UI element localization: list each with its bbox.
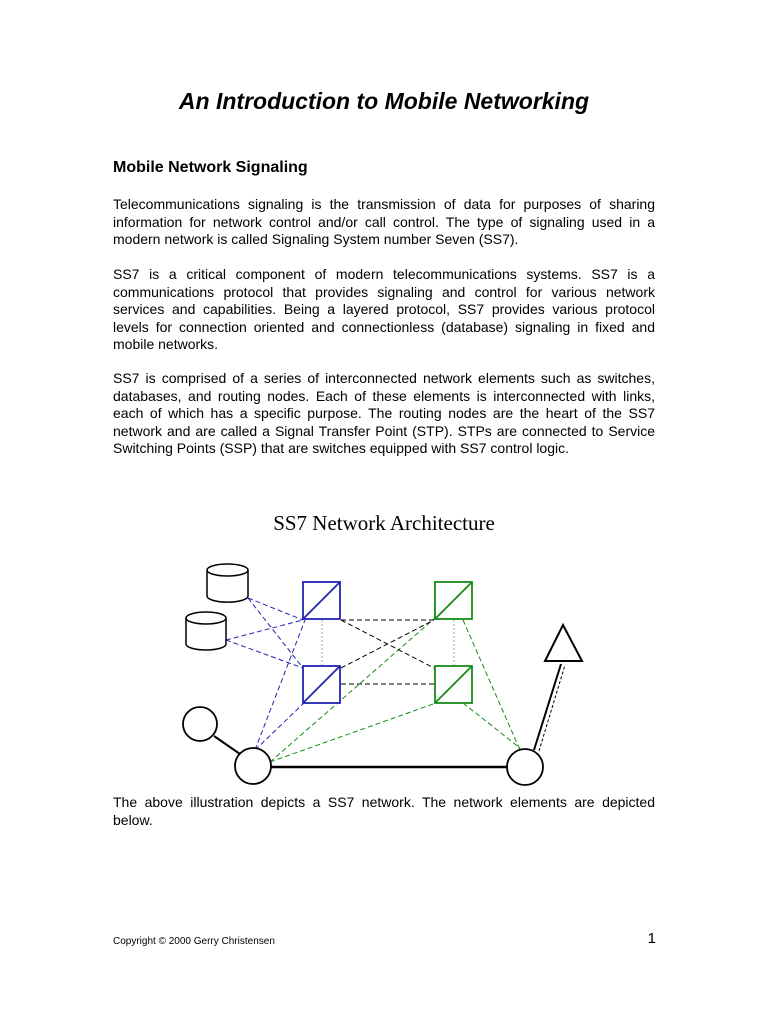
database-icon [186, 612, 226, 650]
document-title: An Introduction to Mobile Networking [178, 88, 590, 114]
link-ssp-left-stp-right-top [270, 618, 435, 762]
link-db2-stp-bottom [226, 640, 303, 668]
endpoint-circle-icon [183, 707, 217, 741]
paragraph-ss7-elements: SS7 is comprised of a series of interconnected network elements such as switches, databases, and routing nodes. Each of these elements is interconnected with links, each of which has a specific purpose. The routing nodes are the heart of the SS7 network and are called a Signal Transfer Point (STP). STPs are connected to Service Switching Points (SSP) that are switches equipped with SS7 control logic. [113, 370, 655, 456]
page-number: 1 [647, 930, 656, 947]
copyright-text: Copyright © 2000 Gerry Christensen [113, 936, 275, 947]
database-links [226, 598, 305, 750]
paragraph-illustration-caption: The above illustration depicts a SS7 network. The network elements are depicted below. [113, 794, 655, 828]
link-phone-ssp [214, 736, 240, 754]
section-heading: Mobile Network Signaling [113, 159, 308, 176]
link-ssp-left-stp-right-bottom [270, 703, 436, 762]
stp-node-icon [303, 666, 340, 703]
voice-trunk-links [214, 664, 565, 767]
stp-node-icon [435, 666, 472, 703]
stp-node-icon [435, 582, 472, 619]
paragraph-signaling-intro: Telecommunications signaling is the transmission of data for purposes of sharing information for network control and/or call control. The type of signaling used in a modern network is called Signaling System number Seven (SS7). [113, 196, 655, 247]
link-stp-right-bottom-ssp-right [463, 703, 520, 748]
stp-interconnect-links [341, 620, 434, 684]
figure-title: SS7 Network Architecture [273, 511, 495, 535]
link-ssp-tower [534, 664, 561, 750]
link-db1-stp-top [248, 598, 303, 620]
triangle-tower-icon [545, 625, 582, 661]
ssp-node-icon [235, 748, 271, 784]
database-icon [207, 564, 248, 602]
paragraph-ss7-protocol: SS7 is a critical component of modern telecommunications systems. SS7 is a communications protocol that provides signaling and control for various network services and capabilities. Being a layered protocol, SS7 provides various protocol levels for connection oriented and connectionless (database) signaling in fixed and mobile networks. [113, 266, 655, 352]
ssp-node-icon [507, 749, 543, 785]
stp-node-icon [303, 582, 340, 619]
link-db2-stp-top [226, 620, 303, 640]
ss7-network-diagram [0, 550, 768, 790]
link-ssp-stp-bottom [255, 702, 305, 750]
